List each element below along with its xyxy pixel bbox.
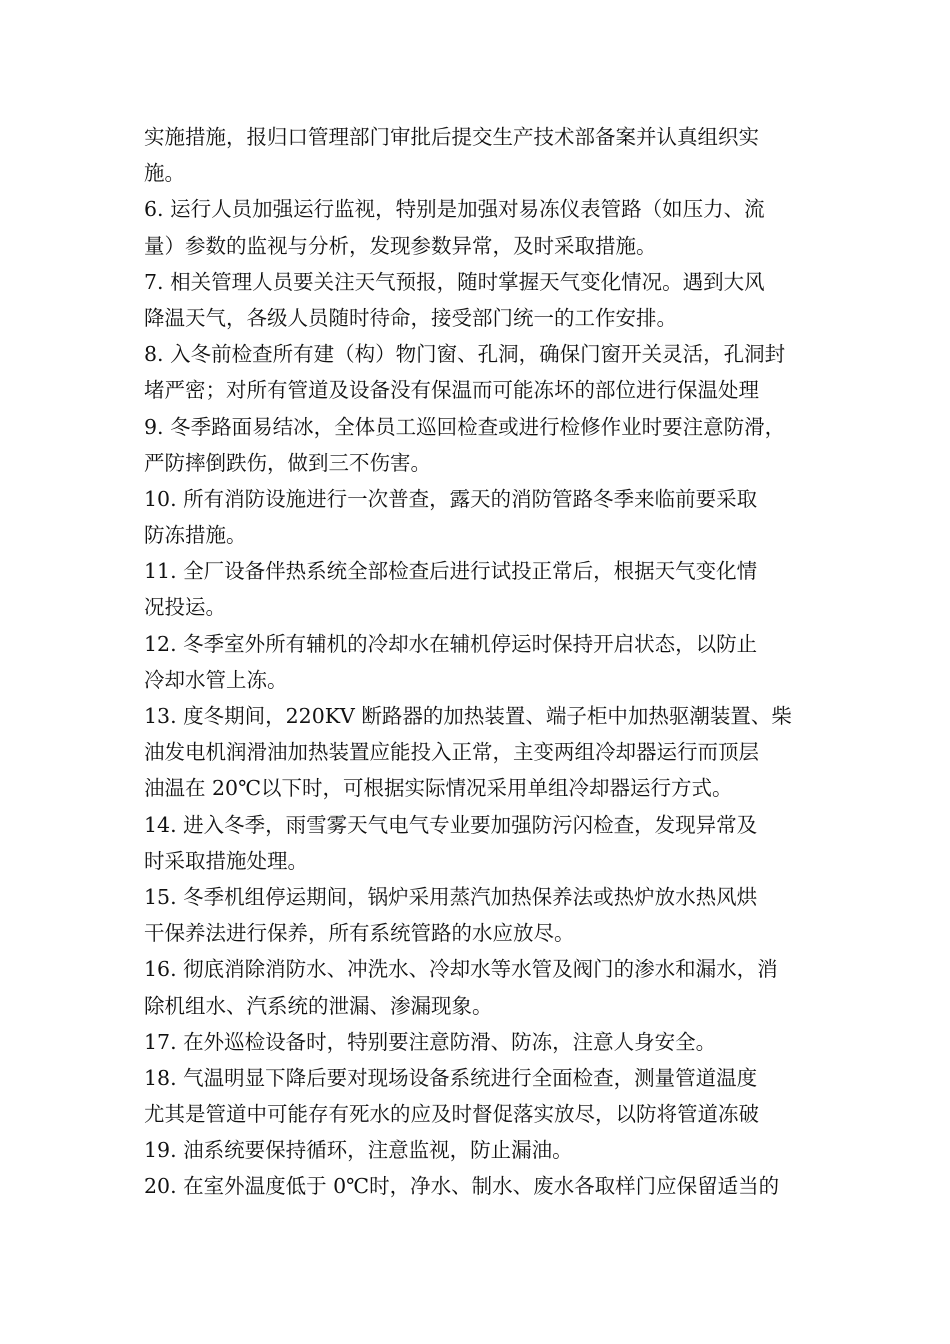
text-line: 除机组水、汽系统的泄漏、渗漏现象。 <box>144 993 493 1018</box>
text-line: 6. 运行人员加强运行监视，特别是加强对易冻仪表管路（如压力、流 <box>144 197 765 222</box>
text-line: 7. 相关管理人员要关注天气预报，随时掌握天气变化情况。遇到大风 <box>144 269 765 294</box>
text-line: 油温在 20℃以下时，可根据实际情况采用单组冷却器运行方式。 <box>144 776 733 801</box>
text-line: 12. 冬季室外所有辅机的冷却水在辅机停运时保持开启状态，以防止 <box>144 631 758 656</box>
text-line: 9. 冬季路面易结冰，全体员工巡回检查或进行检修作业时要注意防滑， <box>144 414 786 439</box>
text-line: 量）参数的监视与分析，发现参数异常，及时采取措施。 <box>144 233 657 258</box>
text-line: 尤其是管道中可能存有死水的应及时督促落实放尽，以防将管道冻破 <box>144 1102 759 1127</box>
text-line: 14. 进入冬季，雨雪雾天气电气专业要加强防污闪检查，发现异常及 <box>144 812 758 837</box>
text-line: 19. 油系统要保持循环，注意监视，防止漏油。 <box>144 1138 573 1163</box>
text-line: 20. 在室外温度低于 0℃时，净水、制水、废水各取样门应保留适当的 <box>144 1174 780 1199</box>
text-line: 冷却水管上冻。 <box>144 667 288 692</box>
text-line: 18. 气温明显下降后要对现场设备系统进行全面检查，测量管道温度 <box>144 1065 758 1090</box>
text-line: 严防摔倒跌伤，做到三不伤害。 <box>144 450 431 475</box>
document-body <box>144 119 814 1205</box>
text-line: 13. 度冬期间，220KV 断路器的加热装置、端子柜中加热驱潮装置、柴 <box>144 704 792 728</box>
text-line: 降温天气，各级人员随时待命，接受部门统一的工作安排。 <box>144 305 677 330</box>
text-line: 堵严密；对所有管道及设备没有保温而可能冻坏的部位进行保温处理 <box>144 378 759 403</box>
text-line: 15. 冬季机组停运期间，锅炉采用蒸汽加热保养法或热炉放水热风烘 <box>144 884 758 909</box>
text-line: 时采取措施处理。 <box>144 848 308 873</box>
text-line: 16. 彻底消除消防水、冲洗水、冷却水等水管及阀门的渗水和漏水，消 <box>144 957 778 982</box>
text-line: 10. 所有消防设施进行一次普查，露天的消防管路冬季来临前要采取 <box>144 486 758 511</box>
text-line: 11. 全厂设备伴热系统全部检查后进行试投正常后，根据天气变化情 <box>144 559 758 584</box>
text-line: 实施措施，报归口管理部门审批后提交生产技术部备案并认真组织实 <box>144 125 759 149</box>
text-line: 8. 入冬前检查所有建（构）物门窗、孔洞，确保门窗开关灵活，孔洞封 <box>144 342 786 367</box>
text-line: 油发电机润滑油加热装置应能投入正常，主变两组冷却器运行而顶层 <box>144 740 759 765</box>
text-line: 防冻措施。 <box>144 523 247 548</box>
text-line: 施。 <box>144 161 185 186</box>
text-line: 况投运。 <box>144 595 226 620</box>
text-line: 干保养法进行保养，所有系统管路的水应放尽。 <box>144 921 575 946</box>
text-line: 17. 在外巡检设备时，特别要注意防滑、防冻，注意人身安全。 <box>144 1029 717 1054</box>
